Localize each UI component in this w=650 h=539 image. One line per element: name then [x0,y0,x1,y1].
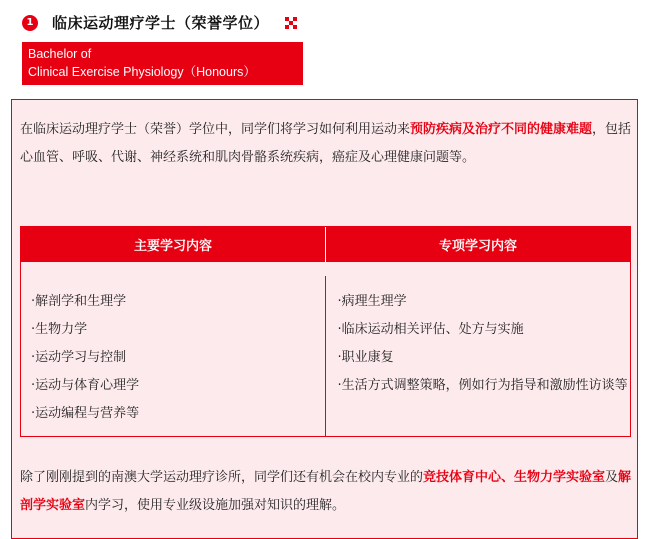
list-item: ·职业康复 [337,350,394,365]
list-item: ·运动编程与营养等 [31,406,140,421]
list-item: ·生物力学 [31,322,88,337]
col2-list [324,262,631,436]
table-header [21,227,630,262]
section-header [22,12,297,33]
english-title-line1: Bachelor of [28,47,92,61]
list-item: ·临床运动相关评估、处方与实施 [337,322,524,337]
list-item: ·运动学习与控制 [31,350,127,365]
col1-header: 主要学习内容 [133,239,212,254]
list-item: ·病理生理学 [337,294,407,309]
number-badge: 1 [22,15,38,31]
outro-highlight-1: 竞技体育中心、生物力学实验室 [423,470,606,485]
outro-paragraph [20,464,632,520]
column-divider [325,276,326,436]
intro-highlight: 预防疾病及治疗不同的健康难题 [410,122,593,137]
list-item: ·解剖学和生理学 [31,294,127,309]
outro-highlight-2: 解剖学实验室 [20,470,632,513]
page-title: 临床运动理疗学士（荣誉学位） [52,14,270,32]
outro-text-1: 除了刚刚提到的南澳大学运动理疗诊所，同学们还有机会在校内专业的 [20,470,424,485]
col1-list [21,262,324,436]
study-content-table [20,226,631,437]
outro-text-3: 内学习，使用专业级设施加强对知识的理解。 [85,498,346,513]
list-item: ·生活方式调整策略，例如行为指导和激励性访谈等 [337,378,628,393]
intro-paragraph [20,116,632,172]
col2-header: 专项学习内容 [325,227,630,262]
list-item: ·运动与体育心理学 [31,378,140,393]
outro-text-2: 及 [605,470,619,485]
red-dots-icon [285,17,297,29]
english-title-line2: Clinical Exercise Physiology（Honours） [28,65,256,79]
intro-text-before: 在临床运动理疗学士（荣誉）学位中，同学们将学习如何利用运动来 [20,122,411,137]
table-body [21,262,630,436]
english-title-box [22,42,303,85]
intro-text-after: ，包括心血管、呼吸、代谢、神经系统和肌肉骨骼系统疾病，癌症及心理健康问题等。 [20,122,632,165]
